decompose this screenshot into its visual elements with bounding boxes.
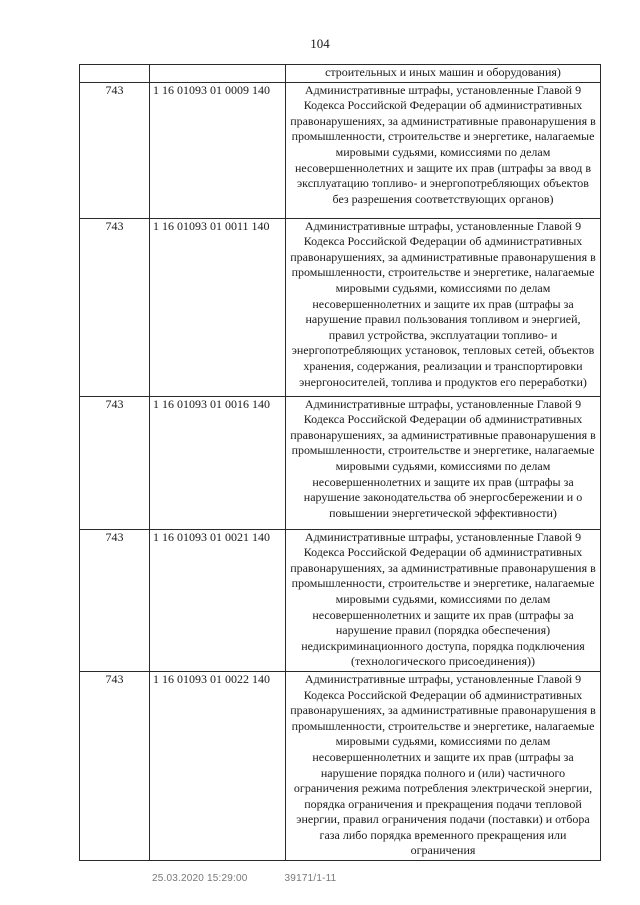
kbk-code-cell: 1 16 01093 01 0021 140	[150, 529, 286, 671]
table-row	[80, 529, 601, 671]
footer-timestamp: 25.03.2020 15:29:00	[152, 873, 248, 884]
footer-stamp	[152, 873, 336, 884]
description-cell: строительных и иных машин и оборудования)	[286, 65, 601, 83]
description-cell: Административные штрафы, установленные Главой 9 Кодекса Российской Федерации об административных правонарушениях, за административные правонарушения в промышленности, строительстве и энергетике, налагаемые мировыми судьями, комиссиями по делам несовершеннолетних и защите их прав (штрафы за ввод в эксплуатацию топливо- и энергопотребляющих объектов без разрешения соответствующих органов)	[286, 82, 601, 218]
admin-code-cell	[80, 65, 150, 83]
kbk-code-cell: 1 16 01093 01 0016 140	[150, 396, 286, 529]
admin-code-cell: 743	[80, 671, 150, 860]
table-row	[80, 671, 601, 860]
budget-codes-table	[79, 64, 601, 861]
footer-doc-id: 39171/1-11	[284, 873, 337, 884]
table-row	[80, 218, 601, 396]
description-cell: Административные штрафы, установленные Главой 9 Кодекса Российской Федерации об административных правонарушениях, за административные правонарушения в промышленности, строительстве и энергетике, налагаемые мировыми судьями, комиссиями по делам несовершеннолетних и защите их прав (штрафы за нарушение правил (порядка обеспечения) недискриминационного доступа, порядка подключения (технологического присоединения))	[286, 529, 601, 671]
admin-code-cell: 743	[80, 396, 150, 529]
kbk-code-cell	[150, 65, 286, 83]
description-cell: Административные штрафы, установленные Главой 9 Кодекса Российской Федерации об административных правонарушениях, за административные правонарушения в промышленности, строительстве и энергетике, налагаемые мировыми судьями, комиссиями по делам несовершеннолетних и защите их прав (штрафы за нарушение порядка полного и (или) частичного ограничения режима потребления электрической энергии, порядка ограничения и прекращения подачи тепловой энергии, правил ограничения подачи (поставки) и отбора газа либо порядка временного прекращения или ограничения	[286, 671, 601, 860]
kbk-code-cell: 1 16 01093 01 0022 140	[150, 671, 286, 860]
admin-code-cell: 743	[80, 82, 150, 218]
admin-code-cell: 743	[80, 218, 150, 396]
description-cell: Административные штрафы, установленные Главой 9 Кодекса Российской Федерации об административных правонарушениях, за административные правонарушения в промышленности, строительстве и энергетике, налагаемые мировыми судьями, комиссиями по делам несовершеннолетних и защите их прав (штрафы за нарушение правил пользования топливом и энергией, правил устройства, эксплуатации топливо- и энергопотребляющих установок, тепловых сетей, объектов хранения, содержания, реализации и транспортировки энергоносителей, топлива и продуктов его переработки)	[286, 218, 601, 396]
table-row	[80, 82, 601, 218]
kbk-code-cell: 1 16 01093 01 0011 140	[150, 218, 286, 396]
page-number: 104	[310, 36, 330, 51]
table-row	[80, 396, 601, 529]
table-row	[80, 65, 601, 83]
kbk-code-cell: 1 16 01093 01 0009 140	[150, 82, 286, 218]
description-cell: Административные штрафы, установленные Главой 9 Кодекса Российской Федерации об административных правонарушениях, за административные правонарушения в промышленности, строительстве и энергетике, налагаемые мировыми судьями, комиссиями по делам несовершеннолетних и защите их прав (штрафы за нарушение законодательства об энергосбережении и о повышении энергетической эффективности)	[286, 396, 601, 529]
admin-code-cell: 743	[80, 529, 150, 671]
